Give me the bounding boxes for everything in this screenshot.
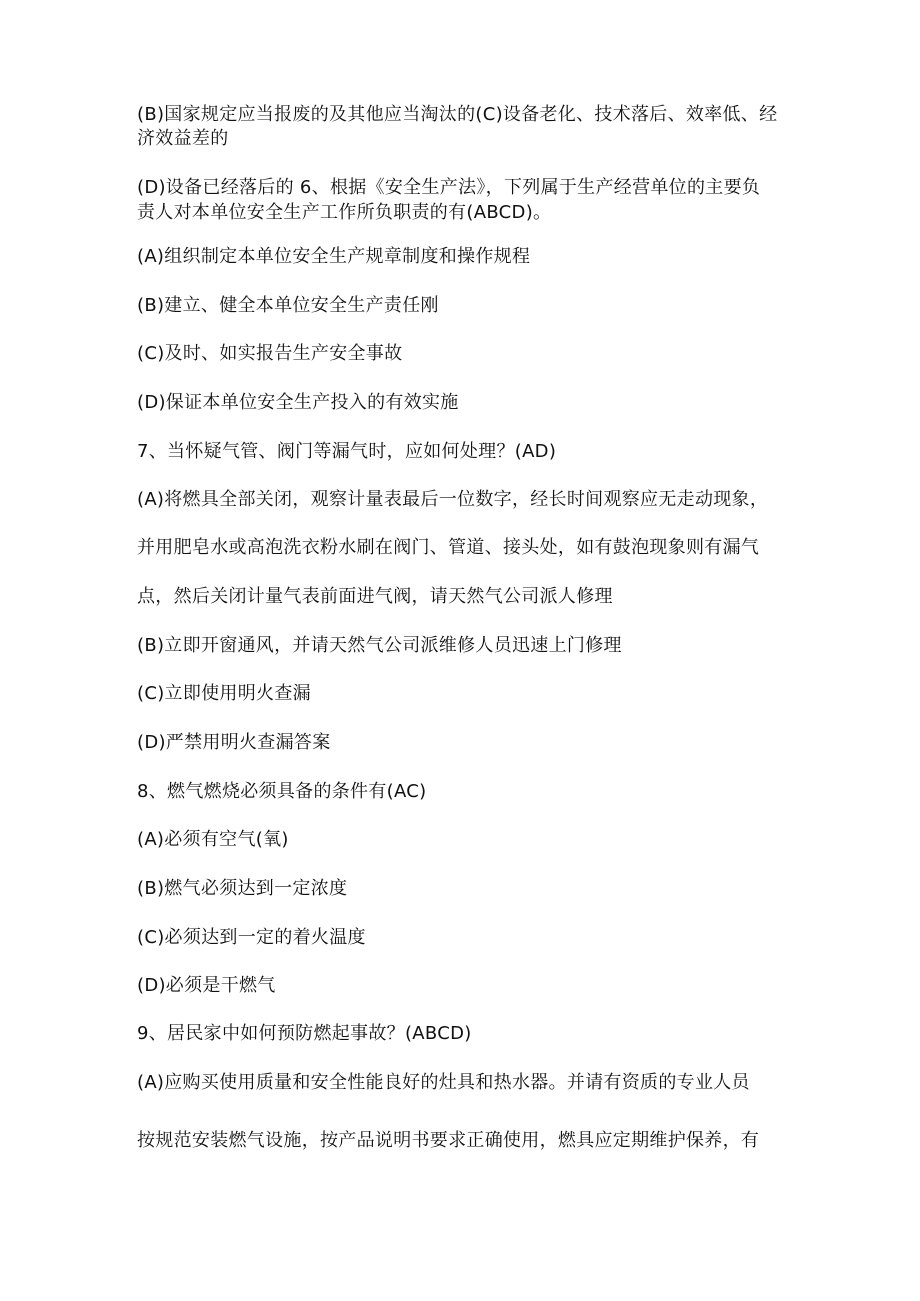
text-line: (D)必须是干燃气 (137, 975, 276, 996)
text-line: (B)燃气必须达到一定浓度 (137, 878, 348, 899)
text-line: (B)国家规定应当报废的及其他应当淘汰的(C)设备老化、技术落后、效率低、经 (137, 104, 778, 125)
text-line: 并用肥皂水或高泡洗衣粉水刷在阀门、管道、接头处，如有鼓泡现象则有漏气 (137, 537, 760, 558)
text-line: 责人对本单位安全生产工作所负职责的有(ABCD)。 (137, 202, 552, 223)
text-line: (C)及时、如实报告生产安全事故 (137, 343, 403, 364)
text-line: 济效益差的 (137, 128, 229, 149)
text-line: 按规范安装燃气设施，按产品说明书要求正确使用，燃具应定期维护保养，有 (137, 1130, 760, 1151)
text-line: 点，然后关闭计量气表前面进气阀，请天然气公司派人修理 (137, 586, 613, 607)
text-line: (A)将燃具全部关闭，观察计量表最后一位数字，经长时间观察应无走动现象， (137, 489, 769, 510)
text-line: (A)组织制定本单位安全生产规章制度和操作规程 (137, 246, 531, 267)
text-line: (B)建立、健全本单位安全生产责任刚 (137, 295, 439, 316)
text-line: (C)必须达到一定的着火温度 (137, 927, 366, 948)
text-line: (A)必须有空气(氧) (137, 829, 289, 850)
text-line: (A)应购买使用质量和安全性能良好的灶具和热水器。并请有资质的专业人员 (137, 1072, 750, 1093)
text-line: (D)严禁用明火查漏答案 (137, 732, 331, 753)
text-line: (D)设备已经落后的 6、根据《安全生产法》，下列属于生产经营单位的主要负 (137, 177, 761, 198)
question-heading: 7、当怀疑气管、阀门等漏气时，应如何处理？(AD) (137, 441, 557, 462)
question-heading: 9、居民家中如何预防燃起事故？(ABCD) (137, 1023, 472, 1044)
question-heading: 8、燃气燃烧必须具备的条件有(AC) (137, 781, 427, 802)
text-line: (B)立即开窗通风，并请天然气公司派维修人员迅速上门修理 (137, 635, 622, 656)
text-line: (C)立即使用明火查漏 (137, 683, 311, 704)
text-line: (D)保证本单位安全生产投入的有效实施 (137, 392, 459, 413)
